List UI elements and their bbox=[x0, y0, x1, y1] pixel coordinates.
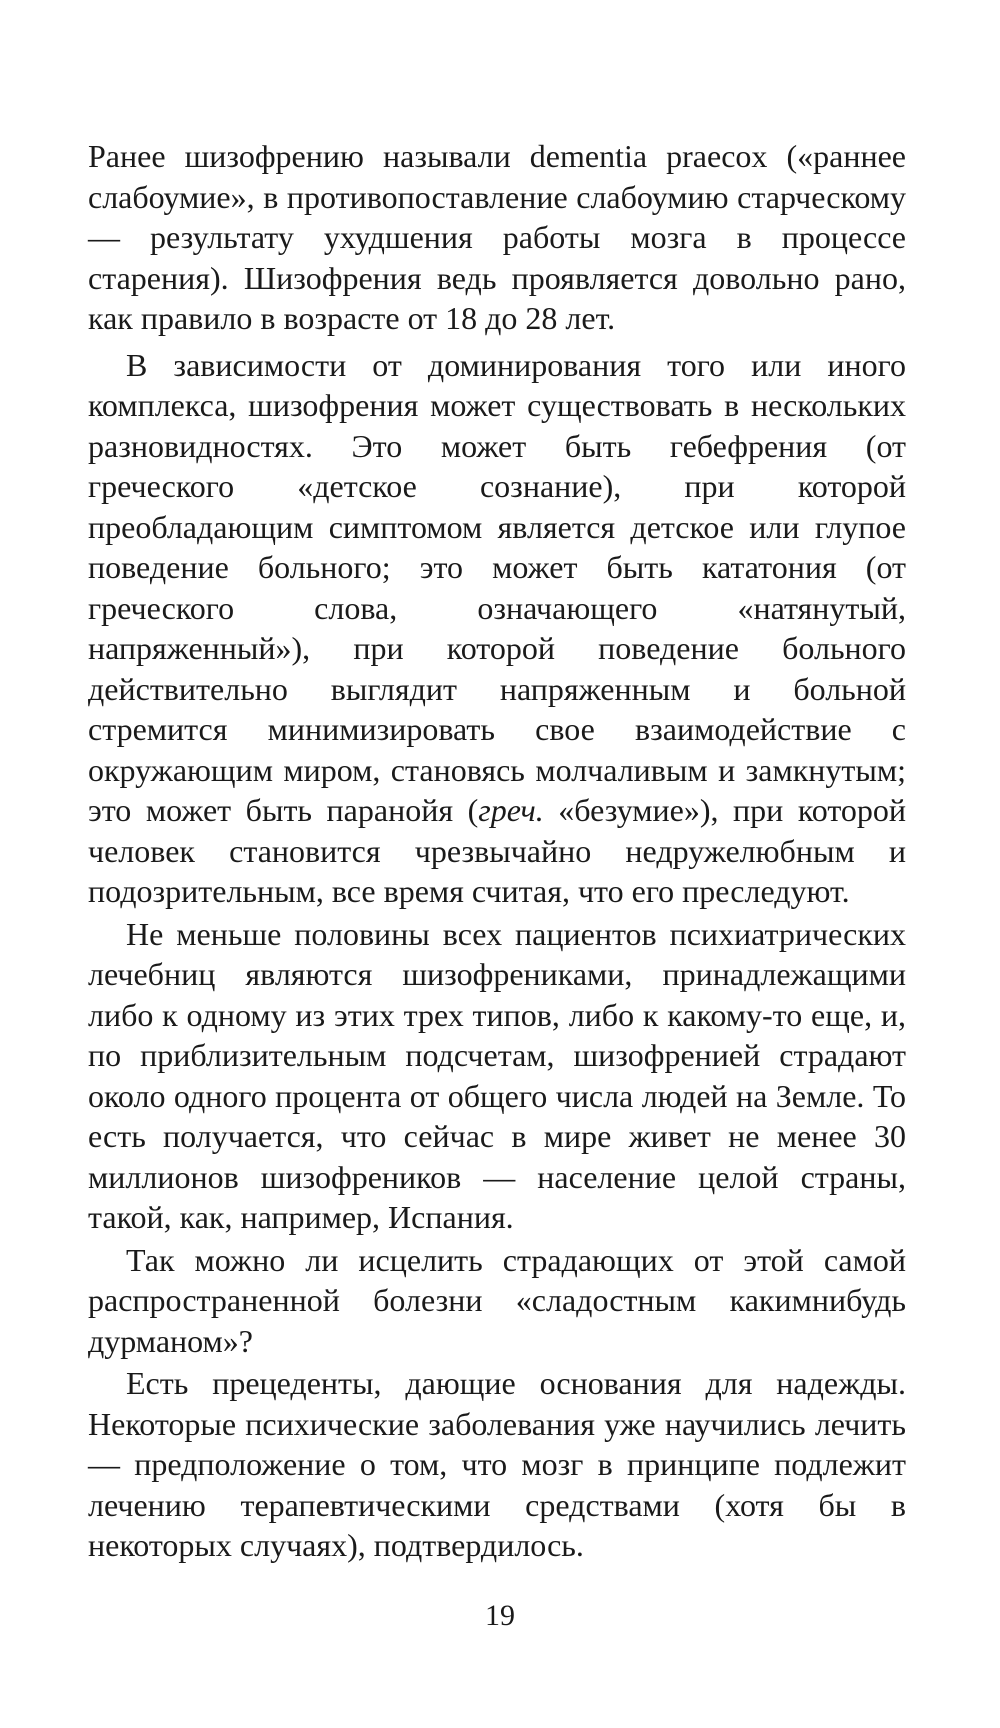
paragraph-5 bbox=[88, 1363, 906, 1566]
paragraph-3-text: Не меньше половины всех пациентов психиатрических лечебниц являются шизофрениками, принадлежащими либо к одному из этих трех типов, либо к какому-то еще, и, по приблизительным подсчетам, шизофренией страдают около одного процента от общего числа людей на Земле. То есть получается, что сейчас в мире живет не менее 30 миллионов шизофреников — население целой страны, такой, как, например, Испания. bbox=[88, 915, 906, 1235]
paragraph-2-text-end: «безумие»), при которой человек становится чрезвычайно недружелюбным и подозрительным, все время считая, что его преследуют. bbox=[88, 792, 907, 909]
paragraph-3 bbox=[88, 914, 906, 1238]
paragraph-4 bbox=[88, 1240, 906, 1362]
paragraph-1-text: Ранее шизофрению называли dementia praecox («раннее слабоумие», в противопоставление слабоумию старческому — результату ухудшения работы мозга в процессе старения). Шизофрения ведь проявляется довольно рано, как правило в возрасте от 18 до 28 лет. bbox=[88, 138, 906, 336]
paragraph-2-italic-abbrev: греч. bbox=[478, 792, 544, 828]
paragraph-4-text: Так можно ли исцелить страдающих от этой самой распространенной болезни «сладостным какимнибудь дурманом»? bbox=[88, 1241, 906, 1359]
paragraph-2 bbox=[88, 345, 906, 912]
paragraph-1 bbox=[88, 136, 906, 339]
paragraph-5-text: Есть прецеденты, дающие основания для надежды. Некоторые психические заболевания уже научились лечить — предположение о том, что мозг в принципе подлежит лечению терапевтическими средствами (хотя бы в некоторых случаях), подтвердилось. bbox=[88, 1365, 906, 1563]
paragraph-2-text-start: В зависимости от доминирования того или иного комплекса, шизофрения может существовать в нескольких разновидностях. Это может быть гебефрения (от греческого «детское сознание), при которой преобладающим симптомом является детское или глупое поведение больного; это может быть кататония (от греческого слова, означающего «натянутый, напряженный»), при которой поведение больного действительно выглядит напряженным и больной стремится минимизировать свое взаимодействие с окружающим миром, становясь молчаливым и замкнутым; это может быть паранойя ( bbox=[88, 346, 906, 828]
page-number: 19 bbox=[485, 1599, 515, 1632]
body-text bbox=[88, 136, 906, 1566]
